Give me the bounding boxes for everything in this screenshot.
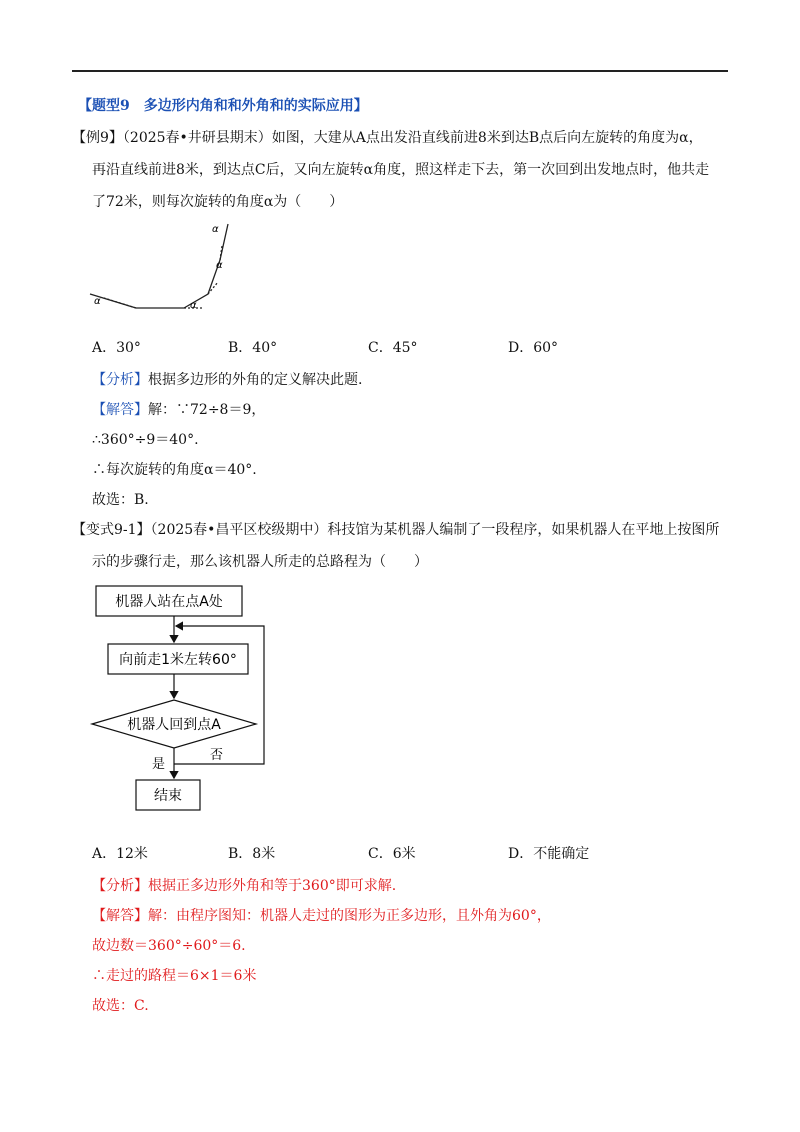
example-tag: 【例9】 xyxy=(72,130,123,146)
variant-answer-text-1: 解：由程序图知：机器人走过的图形为正多边形，且外角为60°， xyxy=(148,908,551,924)
example-9-line-2: 再沿直线前进8米，到达点C后，又向左旋转α角度，照这样走下去，第一次回到出发地点时，他共走 xyxy=(92,162,710,178)
variant-9-1-line-2: 示的步骤行走，那么该机器人所走的总路程为（ ） xyxy=(92,554,428,570)
option-d: D．不能确定 xyxy=(508,846,590,862)
variant-tag: 【变式9-1】 xyxy=(72,522,151,538)
variant-answer-tag: 【解答】 xyxy=(92,908,148,924)
option-d: D．60° xyxy=(508,340,559,356)
angle-label: α xyxy=(216,260,223,271)
variant-answer-line-1 xyxy=(92,906,551,926)
angle-label: α xyxy=(94,296,101,307)
extension-line xyxy=(104,298,136,308)
angle-label: α xyxy=(190,300,197,311)
answer-line-2: ∴360°÷9＝40°. xyxy=(92,432,199,448)
answer-line-3: ∴每次旋转的角度α＝40°. xyxy=(92,462,257,478)
walking-path-figure xyxy=(80,210,260,320)
variant-answer-line-2: 故边数＝360°÷60°＝6. xyxy=(92,938,246,954)
variant-analysis-line xyxy=(92,876,396,896)
analysis-text: 根据多边形的外角的定义解决此题. xyxy=(148,372,363,388)
option-c: C．45° xyxy=(368,340,418,356)
variant-9-1-line-1 xyxy=(72,520,719,540)
example-9-line-3: 了72米，则每次旋转的角度α为（ ） xyxy=(92,194,344,210)
answer-line-4: 故选：B. xyxy=(92,492,149,508)
option-a: A．12米 xyxy=(92,846,148,862)
step-label: 向前走1米左转60° xyxy=(119,652,237,668)
yes-label: 是 xyxy=(152,757,166,772)
section-heading: 【题型9 多边形内角和和外角和的实际应用】 xyxy=(78,98,368,114)
answer-line-1 xyxy=(92,400,265,420)
variant-answer-line-3: ∴走过的路程＝6×1＝6米 xyxy=(92,968,257,984)
header-rule xyxy=(72,70,728,72)
analysis-tag: 【分析】 xyxy=(92,372,148,388)
start-label: 机器人站在点A处 xyxy=(115,594,223,610)
variant-analysis-tag: 【分析】 xyxy=(92,878,148,894)
example-9-line-1 xyxy=(72,128,703,148)
analysis-line xyxy=(92,370,362,390)
answer-text-1: 解：∵72÷8＝9， xyxy=(148,402,266,418)
answer-tag: 【解答】 xyxy=(92,402,148,418)
option-c: C．6米 xyxy=(368,846,416,862)
option-b: B．8米 xyxy=(228,846,276,862)
variant-analysis-text: 根据正多边形外角和等于360°即可求解. xyxy=(148,878,397,894)
angle-label: α xyxy=(212,224,219,235)
robot-flowchart xyxy=(86,578,276,816)
variant-text-1: （2025春•昌平区校级期中）科技馆为某机器人编制了一段程序，如果机器人在平地上按图所 xyxy=(150,522,720,538)
option-a: A．30° xyxy=(92,340,141,356)
no-label: 否 xyxy=(210,748,224,763)
example-text-1: （2025春•井研县期末）如图，大建从A点出发沿直线前进8米到达B点后向左旋转的角度为α， xyxy=(122,130,703,146)
option-b: B．40° xyxy=(228,340,278,356)
variant-answer-line-4: 故选：C. xyxy=(92,998,149,1014)
end-label: 结束 xyxy=(154,788,182,804)
decision-label: 机器人回到点A xyxy=(127,717,221,733)
walking-path-line xyxy=(90,224,228,308)
